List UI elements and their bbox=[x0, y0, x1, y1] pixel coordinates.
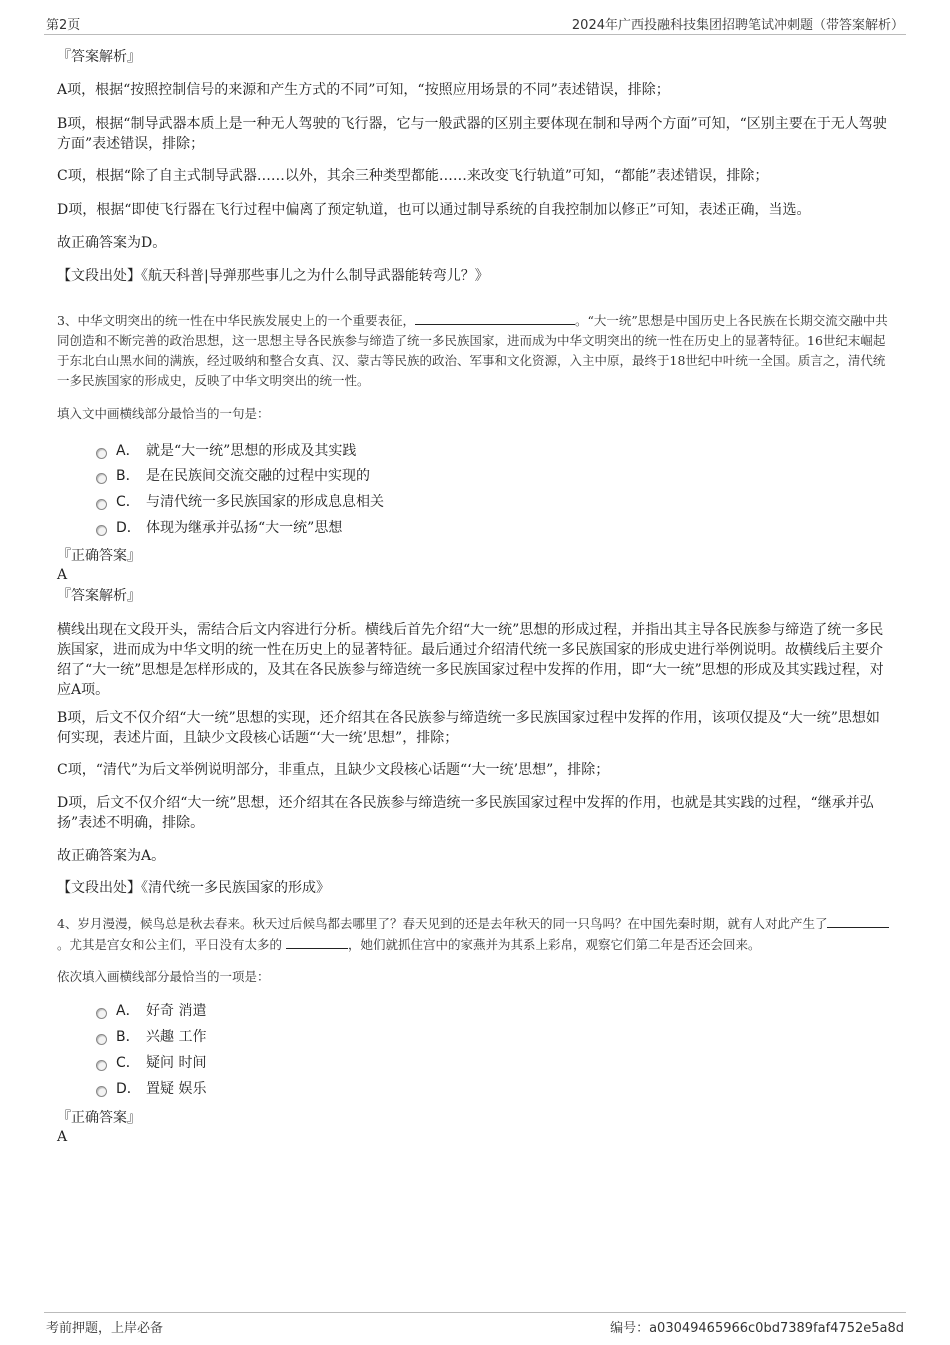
radio-icon[interactable] bbox=[96, 1086, 107, 1097]
question-4-option-d[interactable]: D． 置疑 娱乐 bbox=[96, 1078, 206, 1100]
analysis-label: 『答案解析』 bbox=[57, 49, 141, 65]
analysis-conclusion: 故正确答案为D。 bbox=[57, 235, 167, 251]
question-4-blank-2 bbox=[286, 934, 348, 949]
correct-answer: A bbox=[57, 567, 68, 583]
radio-icon[interactable] bbox=[96, 473, 107, 484]
question-4-prompt: 依次填入画横线部分最恰当的一项是： bbox=[57, 969, 270, 984]
correct-answer-label: 『正确答案』 bbox=[57, 1110, 141, 1126]
question-3-stem-rest: 。“大一统”思想是中国历史上各民族在长期交流交融中共同创造和不断完善的政治思想，这一思想主导各民族参与缔造了统一多民族国家，进而成为中华文明突出的统一性在历史上的显著特征。16世纪末崛起于东北白山黑水间的满族，经过吸纳和整合女真、汉、蒙古等民族的政治、军事和文化资源，入主中原，最终于18世纪中叶统一全国。质言之，清代统一多民族国家的形成史，反映了中华文明突出的统一性。 bbox=[57, 313, 888, 388]
document-code-label: 编号： bbox=[610, 1321, 650, 1336]
passage-source: 【文段出处】《清代统一多民族国家的形成》 bbox=[57, 880, 330, 896]
radio-icon[interactable] bbox=[96, 448, 107, 459]
question-3-option-c[interactable]: C． 与清代统一多民族国家的形成息息相关 bbox=[96, 491, 384, 513]
footer-slogan: 考前押题，上岸必备 bbox=[46, 1321, 164, 1336]
analysis-option-c: C项，根据“除了自主式制导武器……以外，其余三种类型都能……来改变飞行轨道”可知，“都能”表述错误，排除； bbox=[57, 168, 769, 184]
passage-source: 【文段出处】《航天科普|导弹那些事儿之为什么制导武器能转弯儿？》 bbox=[57, 268, 489, 284]
analysis-conclusion: 故正确答案为A。 bbox=[57, 848, 166, 864]
page-footer bbox=[44, 1312, 906, 1337]
document-title: 2024年广西投融科技集团招聘笔试冲刺题（带答案解析） bbox=[571, 18, 904, 33]
question-4-stem-middle: 。尤其是宫女和公主们，平日没有太多的 bbox=[57, 937, 283, 952]
analysis-option-d: D项，后文不仅介绍“大一统”思想，还介绍其在各民族参与缔造统一多民族国家过程中发挥的作用，也就是其实践的过程，“继承并弘扬”表述不明确，排除。 bbox=[57, 795, 874, 831]
radio-icon[interactable] bbox=[96, 1060, 107, 1071]
question-4-option-a[interactable]: A． 好奇 消遣 bbox=[96, 1000, 206, 1022]
analysis-option-c: C项，“清代”为后文举例说明部分，非重点，且缺少文段核心话题“‘大一统’思想”，排除； bbox=[57, 762, 610, 778]
question-4-blank-1 bbox=[827, 913, 889, 928]
page-header bbox=[44, 12, 906, 35]
question-4-option-c[interactable]: C． 疑问 时间 bbox=[96, 1052, 206, 1074]
page-number: 第2页 bbox=[46, 18, 81, 33]
correct-answer: A bbox=[57, 1129, 68, 1145]
question-4-stem bbox=[57, 913, 897, 955]
question-3-option-d[interactable]: D． 体现为继承并弘扬“大一统”思想 bbox=[96, 517, 342, 539]
question-4-stem-end: ，她们就抓住宫中的家燕并为其系上彩帛，观察它们第二年是否还会回来。 bbox=[348, 937, 761, 952]
analysis-option-d: D项，根据“即使飞行器在飞行过程中偏离了预定轨道，也可以通过制导系统的自我控制加以修正”可知，表述正确，当选。 bbox=[57, 202, 811, 218]
analysis-option-a: A项，根据“按照控制信号的来源和产生方式的不同”可知，“按照应用场景的不同”表述错误，排除； bbox=[57, 82, 670, 98]
question-3-blank bbox=[415, 310, 575, 325]
radio-icon[interactable] bbox=[96, 1034, 107, 1045]
radio-icon[interactable] bbox=[96, 499, 107, 510]
analysis-option-b: B项，后文不仅介绍“大一统”思想的实现，还介绍其在各民族参与缔造统一多民族国家过程中发挥的作用，该项仅提及“大一统”思想如何实现，表述片面，且缺少文段核心话题“‘大一统’思想”，排除； bbox=[57, 710, 880, 746]
question-4-stem-start: 4、岁月漫漫，候鸟总是秋去春来。秋天过后候鸟都去哪里了？春天见到的还是去年秋天的同一只鸟吗？在中国先秦时期，就有人对此产生了 bbox=[57, 916, 828, 931]
correct-answer-label: 『正确答案』 bbox=[57, 548, 141, 564]
radio-icon[interactable] bbox=[96, 1008, 107, 1019]
document-code bbox=[610, 1317, 904, 1336]
analysis-paragraph: 横线出现在文段开头，需结合后文内容进行分析。横线后首先介绍“大一统”思想的形成过程，并指出其主导各民族参与缔造了统一多民族国家，进而成为中华文明的统一性在历史上的显著特征。最后通过介绍清代统一多民族国家的形成史进行举例说明。故横线后主要介绍了“大一统”思想是怎样形成的，及其在各民族参与缔造统一多民族国家过程中发挥的作用，即“大一统”思想的形成及其实践过程，对应A项。 bbox=[57, 622, 884, 698]
document-code-value: a03049465966c0bd7389faf4752e5a8d bbox=[649, 1321, 904, 1336]
radio-icon[interactable] bbox=[96, 525, 107, 536]
question-3-stem-start: 3、中华文明突出的统一性在中华民族发展史上的一个重要表征， bbox=[57, 313, 415, 328]
question-4-option-b[interactable]: B． 兴趣 工作 bbox=[96, 1026, 206, 1048]
question-3-option-b[interactable]: B． 是在民族间交流交融的过程中实现的 bbox=[96, 465, 370, 487]
analysis-option-b: B项，根据“制导武器本质上是一种无人驾驶的飞行器，它与一般武器的区别主要体现在制和导两个方面”可知，“区别主要在于无人驾驶方面”表述错误，排除； bbox=[57, 116, 887, 152]
question-3-prompt: 填入文中画横线部分最恰当的一句是： bbox=[57, 406, 270, 421]
question-3-option-a[interactable]: A． 就是“大一统”思想的形成及其实践 bbox=[96, 440, 356, 462]
analysis-label: 『答案解析』 bbox=[57, 588, 141, 604]
question-3-stem bbox=[57, 310, 897, 391]
